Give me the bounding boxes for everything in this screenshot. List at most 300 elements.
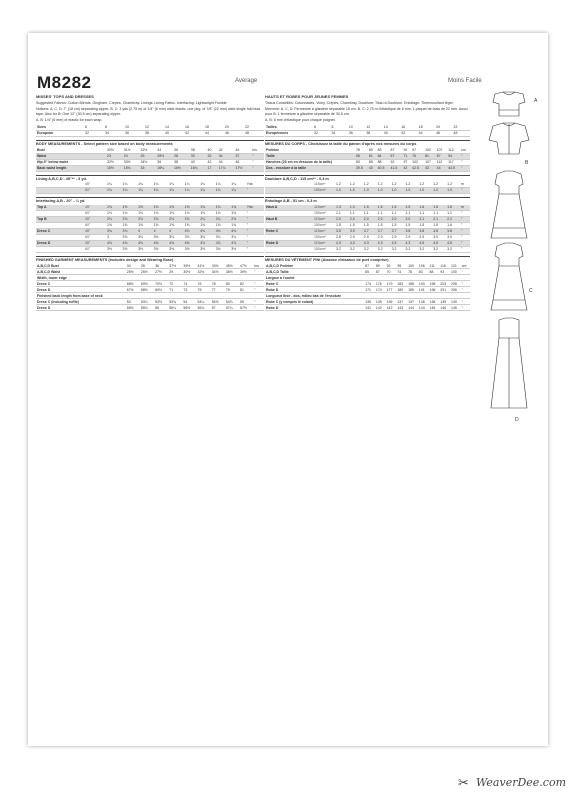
table-cell: " [253,269,264,275]
table-cell: 73 [182,287,196,293]
table-cell: 2.0 [363,216,377,222]
table-cell: 1.2 [432,182,446,188]
table-cell: 12 [144,125,164,131]
table-cell: 30½ [182,269,196,275]
table-cell: 2.9 [349,234,363,240]
table-cell: Yds [246,205,264,211]
table-cell: 4⅝ [106,240,122,246]
table-cell: " [246,210,264,216]
table-cell: 80 [368,148,377,154]
row-width: 45" [84,228,106,234]
row-label: Robe D [265,305,342,311]
view-c-drawing-front [491,171,527,238]
table-cell: 3½ [153,246,169,252]
interfacing-title: Interfacing A,B - 20" - ¼ yd. [36,197,264,204]
table-cell: 20 [224,125,244,131]
table-cell: 71 [168,287,182,293]
table-cell: 54 [182,299,196,305]
row-label: A,B,C,D Poitrine [265,263,342,269]
table-cell: 112 [436,159,448,165]
table-cell: 2.9 [377,234,391,240]
table-cell: 4⅝ [184,240,200,246]
table-cell: 44 [218,159,235,165]
table-cell: 2⅛ [153,216,169,222]
table-cell: 34½ [140,159,157,165]
table-cell: " [461,281,470,287]
table-cell: 74 [396,269,407,275]
table-cell: 4 [153,228,169,234]
table-cell: 4⅛ [230,228,246,234]
table-cell: 16 [400,125,417,131]
view-d-label: D [515,417,519,423]
table-cell: 81 [424,153,436,159]
row-width: 60" [84,210,106,216]
table-cell: 16 [184,125,204,131]
row-width: 60" [84,188,106,194]
table-cell: 40 [207,148,218,154]
table-cell: 1⅛ [184,210,200,216]
row-label: Top B [36,216,84,222]
table-cell: 10 [348,125,365,131]
table-cell: 1.0 [418,188,432,194]
table-cell: 2.0 [349,216,363,222]
table-cell: 70½ [154,281,168,287]
table-cell: 54¾ [225,299,239,305]
table-cell: 3½ [230,246,246,252]
table-cell: 1⅛ [137,210,153,216]
table-row [36,165,264,171]
row-label: Top A [36,205,84,211]
table-cell: 46 [224,130,244,136]
table-cell: 1.5 [363,205,377,211]
table-cell: 75 [197,287,211,293]
table-cell: 41½ [197,263,211,269]
table-cell: 56 [154,305,168,311]
table-cell: 3¾ [106,228,122,234]
table-cell: 17½ [234,165,251,171]
view-b-drawing [489,123,529,154]
table-cell: 1¼ [215,182,231,188]
row-label: Bust [36,148,84,154]
table-cell: 1.5 [404,205,418,211]
table-cell: 3⅛ [153,234,169,240]
table-cell: 4⅛ [184,228,200,234]
table-cell: 94 [447,153,460,159]
table-cell: 1.2 [349,182,363,188]
table-cell: 1¼ [168,188,184,194]
table-cell: 78 [211,281,225,287]
table-cell: 36 [173,148,190,154]
table-cell: 72 [168,281,182,287]
table-cell: 48 [244,130,264,136]
table-cell: 15¾ [123,165,140,171]
notions-note-fr: A, B: 6 mm d'élastique pour chaque poignet. [265,118,336,123]
table-cell: 3½ [168,246,184,252]
table-cell: " [460,216,470,222]
row-label: Dress C [36,228,84,234]
table-cell: " [460,165,470,171]
table-cell: 1.6 [446,222,460,228]
table-cell: 201 [439,287,450,293]
table-cell: 3¾ [122,228,138,234]
row-label: Dos - encolure à la taille [265,165,333,171]
table-cell: 1.0 [335,188,349,194]
table-cell: " [460,246,470,252]
table-cell: 39.5 [355,165,368,171]
table-cell: 1¼ [153,188,169,194]
table-cell: " [246,188,264,194]
table-cell: 145 [429,305,440,311]
table-cell: 1.5 [335,222,349,228]
table-cell: 2.9 [418,234,432,240]
table-cell: 2.1 [418,216,432,222]
table-cell: 1⅝ [122,222,138,228]
row-label: Taille [265,153,333,159]
table-cell: 3⅛ [137,234,153,240]
table-cell: 140 [450,299,461,305]
table-cell: 1.5 [391,205,405,211]
table-cell: 1.5 [377,205,391,211]
table-cell: 92 [390,159,403,165]
row-label: Tailles [265,125,313,131]
table-cell: 1.5 [391,222,405,228]
finished-measurements-table-fr [265,263,470,311]
view-c-drawing-back [491,243,527,310]
table-cell: 102 [424,148,436,154]
table-cell: 1⅝ [106,222,122,228]
table-cell: 44 [418,130,435,136]
table-cell: 24 [123,153,140,159]
row-width: 45" [84,182,106,188]
table-row [265,305,470,311]
table-cell: 4⅝ [122,240,138,246]
row-width: 45" [84,216,106,222]
table-cell: 71 [402,153,411,159]
table-cell: " [246,240,264,246]
table-cell: 36 [154,263,168,269]
table-cell: 3.7 [377,228,391,234]
table-cell: 1¼ [184,188,200,194]
table-cell: 23 [106,153,123,159]
table-cell: 135 [375,299,386,305]
table-cell: 3.2 [377,246,391,252]
table-row [36,130,264,136]
table-cell: 38 [173,159,190,165]
table-cell: 42.5 [411,165,424,171]
table-cell: 2¼ [199,216,215,222]
table-cell: " [246,234,264,240]
table-cell: 1⅝ [168,205,184,211]
table-cell: 1.1 [335,210,349,216]
table-cell: 26½ [156,153,173,159]
row-width [84,165,106,171]
table-cell: Yds [246,182,264,188]
table-cell: 15½ [106,165,123,171]
table-cell: 1⅛ [168,210,184,216]
table-cell: 53½ [154,299,168,305]
row-label: Dress D [36,287,104,293]
table-cell: 136 [386,299,397,305]
lining-title-fr: Doublure A,B,C,D - 115 cm** - 0,3 m [265,175,470,182]
row-label [36,246,84,252]
lining-table [36,182,264,194]
table-cell: 141 [364,305,375,311]
table-cell: 32½ [140,148,157,154]
table-cell: 1⅛ [153,210,169,216]
table-cell: 53¼ [140,299,154,305]
table-cell: 37½ [168,263,182,269]
table-cell: 56½ [182,305,196,311]
table-cell: 40 [164,130,184,136]
table-cell: 20 [435,125,452,131]
table-cell: 2.2 [446,216,460,222]
table-cell: 6 [84,125,104,131]
table-cell: 1⅛ [106,210,122,216]
row-label: Européennes [265,130,313,136]
table-cell: 1⅛ [199,210,215,216]
table-cell: 97 [411,148,424,154]
table-cell: 53 [126,299,140,305]
table-cell: 4⅝ [168,240,184,246]
table-cell: 32 [313,130,330,136]
table-cell: 1.5 [377,222,391,228]
french-column [265,93,470,312]
table-cell: 142 [386,305,397,311]
table-cell: 46 [435,130,452,136]
table-cell: 193 [418,281,429,287]
table-row [265,165,470,171]
table-cell: 4.5 [446,240,460,246]
table-cell: 16½ [173,165,190,171]
table-cell: 64 [377,153,390,159]
table-cell: 2¼ [215,216,231,222]
table-cell: 2.8 [335,234,349,240]
table-row [265,130,470,136]
table-cell: 2.9 [391,234,405,240]
table-cell: 93 [439,269,450,275]
table-cell: 1¼ [106,188,122,194]
table-cell: 176 [375,281,386,287]
finished-measurements-table [36,263,264,311]
table-cell: 14 [164,125,184,131]
row-label: Haut B [265,216,313,222]
table-cell: 67 [375,269,386,275]
row-width: 150cm* [313,234,335,240]
table-cell: 121 [450,263,461,269]
table-cell: 1¼ [230,188,246,194]
section-title-fr: HAUTS ET ROBES POUR JEUNES FEMMES [265,94,349,99]
table-cell: 183 [396,281,407,287]
table-cell: cm [461,263,470,269]
table-cell: 179 [386,281,397,287]
table-cell: 1.5 [404,222,418,228]
table-cell: 1.5 [363,222,377,228]
table-cell: 65 [364,269,375,275]
table-cell: 92 [402,148,411,154]
table-cell: 1⅝ [137,222,153,228]
table-cell: 1¼ [184,182,200,188]
row-label: Back waist length [36,165,84,171]
table-cell: 1⅝ [184,222,200,228]
table-cell: 1.6 [418,205,432,211]
table-cell: 191 [418,287,429,293]
table-cell: 38 [190,148,207,154]
row-label: Dress D [36,305,104,311]
table-cell: 146 [450,305,461,311]
table-cell: 29 [168,269,182,275]
table-cell: 40 [383,130,400,136]
row-label: Robe D [265,240,313,246]
table-cell: 85 [368,159,377,165]
table-cell: 47½ [239,263,253,269]
table-cell: 112 [447,148,460,154]
table-cell: 77 [211,287,225,293]
body-measurements-title-fr: MESURES DU CORPS - Choisissez la taille du patron d'après vos mesures du corps [265,140,470,147]
table-row [36,305,264,311]
table-cell: 2⅛ [137,216,153,222]
table-cell: 3.2 [335,246,349,252]
table-cell: 3.2 [349,246,363,252]
table-cell: 1⅝ [184,205,200,211]
row-width: 150cm* [313,210,335,216]
table-cell: 1¾ [230,205,246,211]
table-cell: 138 [418,299,429,305]
table-cell: 42 [400,130,417,136]
table-cell: 1.6 [432,205,446,211]
table-cell: 1⅝ [199,222,215,228]
row-label [265,188,313,194]
table-cell: 88 [429,269,440,275]
row-label: Dress D [36,240,84,246]
table-cell: 1¼ [168,182,184,188]
table-cell: 14 [383,125,400,131]
table-cell: 3.2 [363,246,377,252]
table-cell: 44 [204,130,224,136]
table-cell: " [253,299,264,305]
interfacing-title-fr: Entoilage A,B - 51 cm - 0,3 m [265,197,470,204]
table-cell: 57¼ [225,305,239,311]
table-cell: 100 [407,263,418,269]
table-cell: 2.1 [432,216,446,222]
table-cell: 1.1 [432,210,446,216]
table-cell: 34 [104,130,124,136]
table-cell: 56¾ [197,305,211,311]
table-cell: " [251,165,264,171]
lining-title: Lining A,B,C,D - 45"** - 3 yd. [36,175,264,182]
table-cell: m [460,205,470,211]
table-cell: 1¼ [215,188,231,194]
table-cell: 46 [234,159,251,165]
table-cell: 102 [411,159,424,165]
table-cell: 1⅜ [122,205,138,211]
table-row [265,246,470,252]
table-cell: 3.8 [446,228,460,234]
table-cell: 2.0 [377,216,391,222]
table-cell: 43 [424,165,436,171]
table-cell: 57½ [239,305,253,311]
table-cell: 88 [377,159,390,165]
body-measurements-table-fr [265,148,470,172]
table-cell: 180 [396,287,407,293]
table-cell: 1⅛ [215,210,231,216]
row-width: 45" [84,205,106,211]
table-cell: 3 [106,234,122,240]
table-cell: 139 [439,299,450,305]
table-cell: 1.1 [349,210,363,216]
table-cell: 1⅝ [153,205,169,211]
table-cell: 137 [407,299,418,305]
table-cell: 68½ [126,281,140,287]
table-cell: 1⅝ [153,222,169,228]
row-width: 115cm* [313,240,335,246]
lining-table-fr [265,182,470,194]
table-cell: 45½ [225,263,239,269]
table-cell: 25½ [126,269,140,275]
view-a-label: A [534,98,538,104]
table-cell: 1.0 [363,188,377,194]
table-cell: 80 [225,281,239,287]
table-cell: 3.0 [446,234,460,240]
table-cell: 1⅝ [215,222,231,228]
table-cell: 3⅛ [168,234,184,240]
table-cell: 12 [365,125,382,131]
table-cell: 3⅛ [199,234,215,240]
table-cell: 4.3 [404,240,418,246]
table-cell: 100 [450,269,461,275]
table-cell: 1.5 [418,222,432,228]
row-width: 60" [84,222,106,228]
view-b-label: B [525,160,529,166]
table-cell: 1.0 [446,188,460,194]
row-label: Dress C (including ruffle) [36,299,104,305]
table-cell: 203 [439,281,450,287]
table-cell: 107 [436,148,448,154]
table-cell: " [246,228,264,234]
table-cell: 2.9 [363,234,377,240]
table-cell: 10 [124,125,144,131]
table-cell: 54¼ [197,299,211,305]
table-cell: 1¾ [199,205,215,211]
table-cell: 26½ [140,269,154,275]
table-cell: 1.0 [432,188,446,194]
table-cell: 1¼ [153,182,169,188]
row-label [36,188,84,194]
table-cell: 1.2 [391,182,405,188]
table-cell: 1.5 [432,222,446,228]
table-row [36,188,264,194]
table-cell: 142 [375,305,386,311]
difficulty-label: Average [235,78,258,84]
table-cell: 18 [204,125,224,131]
table-cell: 3.5 [335,228,349,234]
table-cell: 3.2 [432,246,446,252]
table-cell: 34 [330,130,347,136]
view-c-label: C [529,288,533,294]
table-cell: 1.2 [404,182,418,188]
table-cell: 61 [368,153,377,159]
table-cell: 1⅛ [122,210,138,216]
table-cell: 4⅞ [230,240,246,246]
row-width: 60" [84,234,106,240]
table-cell: 4 [168,228,184,234]
table-cell: 81 [239,287,253,293]
table-cell: 83 [355,159,368,165]
row-width [104,305,126,311]
table-cell: 1.1 [391,210,405,216]
table-cell: " [253,281,264,287]
table-cell: 1¼ [106,182,122,188]
table-cell: 185 [407,287,418,293]
